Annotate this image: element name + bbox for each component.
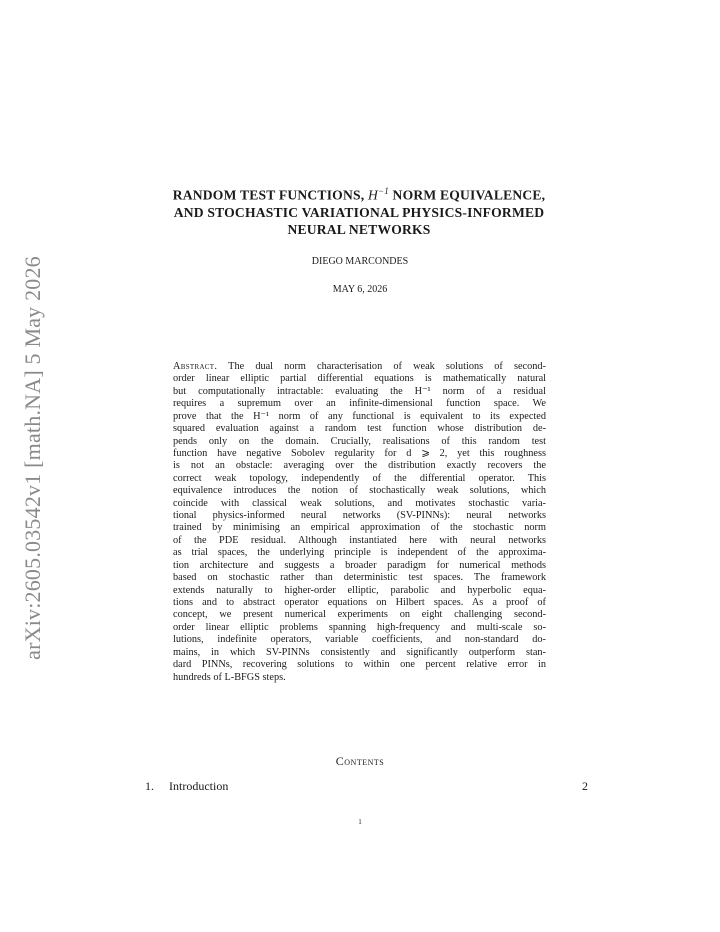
arxiv-stamp: arXiv:2605.03542v1 [math.NA] 5 May 2026 xyxy=(20,256,45,660)
abstract xyxy=(173,361,546,684)
abstract-line: lutions, indefinite operators, variable coefficients, and non-standard do- xyxy=(173,634,546,646)
title-line-3: NEURAL NETWORKS xyxy=(287,221,431,237)
abstract-line: tional physics-informed neural networks (SV-PINNs): neural networks xyxy=(173,510,546,522)
abstract-line: of the PDE residual. Although instantiated here with neural networks xyxy=(173,534,546,546)
toc-entry-label xyxy=(145,779,228,794)
abstract-line: equivalence introduces the notion of stochastically weak solutions, which xyxy=(173,485,546,497)
abstract-line: dard PINNs, recovering solutions to within one percent relative error in xyxy=(173,659,546,671)
abstract-line: but computationally intractable: evaluating the H⁻¹ norm of a residual xyxy=(173,385,546,397)
contents-heading: Contents xyxy=(335,754,385,768)
abstract-line: mains, in which SV-PINNs consistently and significantly outperform stan- xyxy=(173,646,546,658)
abstract-line: correct weak topology, independently of the differential operator. This xyxy=(173,472,546,484)
abstract-line: requires a supremum over an infinite-dimensional function space. We xyxy=(173,398,546,410)
title-line-2: AND STOCHASTIC VARIATIONAL PHYSICS-INFORMED xyxy=(173,204,545,220)
abstract-line: concept, we present numerical experiments on eight challenging second- xyxy=(173,609,546,621)
title-line-1: RANDOM TEST FUNCTIONS, $H^{-1}$ NORM EQUIVALENCE, xyxy=(172,186,546,203)
abstract-line: as trial spaces, the underlying principle is independent of the approxima- xyxy=(173,547,546,559)
abstract-line: prove that the H⁻¹ norm of any functional is equivalent to its expected xyxy=(173,410,546,422)
abstract-line: order linear elliptic problems spanning high-frequency and multi-scale so- xyxy=(173,621,546,633)
abstract-line: is not an obstacle: averaging over the distribution exactly recovers the xyxy=(173,460,546,472)
abstract-line: pends only on the domain. Crucially, realisations of this random test xyxy=(173,435,546,447)
paper-date: MAY 6, 2026 xyxy=(332,284,388,295)
toc-entry-page: 2 xyxy=(582,779,588,793)
abstract-line: tions and to abstract operator equations on Hilbert spaces. As a proof of xyxy=(173,597,546,609)
page-number: 1 xyxy=(358,818,362,826)
abstract-line: tion architecture and suggests a broader paradigm for numerical methods xyxy=(173,559,546,571)
toc-entry-title: Introduction xyxy=(169,779,229,793)
abstract-line: hundreds of L-BFGS steps. xyxy=(173,671,286,683)
abstract-line: based on stochastic rather than deterministic test spaces. The framework xyxy=(173,572,546,584)
abstract-line: extends naturally to higher-order elliptic, parabolic and hyperbolic equa- xyxy=(173,584,546,596)
abstract-line: trained by minimising an empirical approximation of the stochastic norm xyxy=(173,522,546,534)
author-name: DIEGO MARCONDES xyxy=(311,256,409,267)
abstract-line: coincide with classical weak solutions, and motivates stochastic varia- xyxy=(173,497,546,509)
abstract-heading: Abstract. xyxy=(173,361,218,372)
abstract-line: squared evaluation against a random test function whose distribution de- xyxy=(173,423,546,435)
abstract-line: function have negative Sobolev regularity for d ⩾ 2, yet this roughness xyxy=(173,447,546,459)
paper-title xyxy=(120,183,598,238)
abstract-line: Abstract. The dual norm characterisation of weak solutions of second- xyxy=(173,361,546,372)
abstract-line: order linear elliptic partial differential equations is mathematically natural xyxy=(173,373,546,385)
toc-entry-number: 1. xyxy=(145,779,154,793)
toc-entry-introduction[interactable] xyxy=(145,779,588,794)
